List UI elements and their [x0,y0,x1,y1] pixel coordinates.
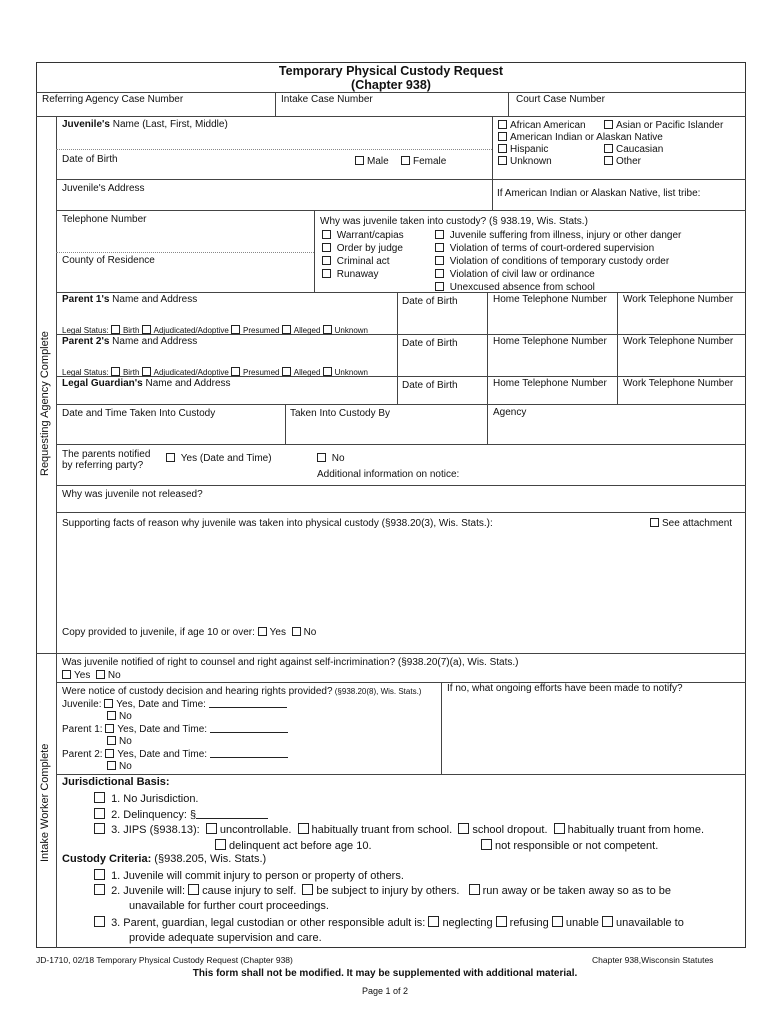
jips-delinquent10[interactable]: delinquent act before age 10. [215,839,372,852]
checkbox-icon[interactable] [258,627,267,636]
side-column-line [56,653,57,948]
checkbox-icon[interactable] [206,823,217,834]
reason-runaway[interactable]: Runaway [322,269,378,280]
parent1-label: Parent 1's Name and Address [62,294,198,305]
reason-warrant[interactable]: Warrant/capias [322,230,404,241]
not-released-label: Why was juvenile not released? [62,489,203,500]
criteria-item-3-cont: provide adequate supervision and care. [129,932,322,944]
criteria-heading: Custody Criteria: (§938.205, Wis. Stats.) [62,853,267,865]
parent1-notice-no[interactable]: No [107,736,132,747]
checkbox-icon[interactable] [282,367,291,376]
requesting-agency-label: Requesting Agency Complete [39,331,51,476]
divider [56,376,746,377]
checkbox-icon[interactable] [323,367,332,376]
statutes-label: Chapter 938,Wisconsin Statutes [592,955,714,965]
divider [36,92,746,93]
notice-question: Were notice of custody decision and hearing rights provided? (§938.20(8), Wis. Stats.) [62,686,422,697]
checkbox-icon [322,230,331,239]
supporting-facts-label: Supporting facts of reason why juvenile was taken into physical custody (§938.20(3), Wis. Stats.): [62,518,493,529]
checkbox-icon[interactable] [105,724,114,733]
if-no-label: If no, what ongoing efforts have been made to notify? [447,683,683,694]
jips-not-responsible[interactable]: not responsible or not competent. [481,839,658,852]
notified-yes-checkbox[interactable]: Yes (Date and Time) [166,453,272,464]
race-other[interactable]: Other [604,156,641,167]
checkbox-icon[interactable] [302,884,313,895]
county-label: County of Residence [62,255,155,266]
legal-status-row: Legal Status: Birth Adjudicated/Adoptive Presumed Alleged Unknown [62,368,369,377]
checkbox-icon[interactable] [292,627,301,636]
checkbox-icon [435,269,444,278]
reason-temp-order[interactable]: Violation of conditions of temporary custody order [435,256,669,267]
divider [397,292,398,404]
guardian-label: Legal Guardian's Name and Address [62,378,231,389]
custody-date-label: Date and Time Taken Into Custody [62,408,216,419]
modification-notice: This form shall not be modified. It may be supplemented with additional material. [192,968,578,979]
female-checkbox[interactable]: Female [401,156,446,167]
checkbox-icon [435,282,444,291]
divider [275,92,276,116]
race-hispanic[interactable]: Hispanic [498,144,548,155]
checkbox-icon [435,243,444,252]
divider [56,334,746,335]
divider [56,512,746,513]
date-time-field[interactable] [210,749,288,758]
divider [56,485,746,486]
criteria-item-3: 3. Parent, guardian, legal custodian or other responsible adult is: neglecting refusing unable unavailable to [94,916,684,929]
checkbox-icon[interactable] [94,884,105,895]
divider [56,444,746,445]
legal-status-row: Legal Status: Birth Adjudicated/Adoptive Presumed Alleged Unknown [62,326,369,335]
checkbox-icon [498,144,507,153]
divider [56,292,746,293]
juvenile-name-label: Juvenile's Name (Last, First, Middle) [62,119,228,130]
criteria-item-1[interactable]: 1. Juvenile will commit injury to person or property of others. [94,869,404,882]
side-column-line [56,116,57,653]
reason-supervision[interactable]: Violation of terms of court-ordered supervision [435,243,654,254]
divider [617,292,618,404]
divider [56,404,746,405]
checkbox-icon[interactable] [496,916,507,927]
criteria-item-2: 2. Juvenile will: cause injury to self. be subject to injury by others. run away or be taken away so as to be [94,884,671,897]
parent2-notice-row: Parent 2: Yes, Date and Time: [62,749,288,760]
checkbox-icon[interactable] [554,823,565,834]
checkbox-icon [166,453,175,462]
checkbox-icon [604,144,613,153]
checkbox-icon[interactable] [298,823,309,834]
divider [285,404,286,444]
work-phone-label: Work Telephone Number [623,336,734,347]
parent2-label: Parent 2's Name and Address [62,336,198,347]
checkbox-icon[interactable] [94,823,105,834]
form-title: Temporary Physical Custody Request [278,64,504,78]
why-taken-question: Why was juvenile taken into custody? (§ 938.19, Wis. Stats.) [320,216,588,227]
checkbox-icon[interactable] [428,916,439,927]
criteria-item-2-cont: unavailable for further court proceedings. [129,900,329,912]
intake-case-label: Intake Case Number [281,94,373,105]
checkbox-icon[interactable] [104,699,113,708]
counsel-question: Was juvenile notified of right to counsel and right against self-incrimination? (§938.20(7)(a), Wis. Stats.) [62,657,519,668]
parent1-notice-row: Parent 1: Yes, Date and Time: [62,724,288,735]
checkbox-icon [498,120,507,129]
tribe-label: If American Indian or Alaskan Native, list tribe: [497,188,701,199]
checkbox-icon [322,243,331,252]
checkbox-icon[interactable] [96,670,105,679]
date-time-field[interactable] [210,724,288,733]
reason-criminal[interactable]: Criminal act [322,256,390,267]
race-american-indian[interactable]: American Indian or Alaskan Native [498,132,663,143]
checkbox-icon [401,156,410,165]
divider [441,682,442,774]
divider [487,404,488,444]
dob-label: Date of Birth [402,380,458,391]
checkbox-icon [94,792,105,803]
form-subtitle: (Chapter 938) [351,78,431,92]
divider [56,179,746,180]
checkbox-icon[interactable] [469,884,480,895]
checkbox-icon[interactable] [231,367,240,376]
checkbox-icon [107,711,116,720]
telephone-label: Telephone Number [62,214,147,225]
juvenile-address-label: Juvenile's Address [62,183,145,194]
checkbox-icon [94,869,105,880]
additional-info-label: Additional information on notice: [317,469,460,480]
notified-no-checkbox[interactable]: No [317,453,345,464]
juvenile-notice-row: Juvenile: Yes, Date and Time: [62,699,287,710]
divider [56,210,746,211]
jurisdiction-item-2[interactable]: 2. Delinquency: § [94,808,268,821]
dob-label: Date of Birth [402,296,458,307]
divider [36,653,746,654]
divider [56,149,492,150]
checkbox-icon [107,761,116,770]
parent2-notice-no[interactable]: No [107,761,132,772]
divider [492,116,493,210]
reason-illness[interactable]: Juvenile suffering from illness, injury or other danger [435,230,681,241]
divider [487,292,488,404]
checkbox-icon[interactable] [231,325,240,334]
checkbox-icon[interactable] [111,325,120,334]
dob-label: Date of Birth [62,154,118,165]
work-phone-label: Work Telephone Number [623,294,734,305]
divider [508,92,509,116]
checkbox-icon[interactable] [111,367,120,376]
checkbox-icon [322,269,331,278]
parents-notified-label: The parents notified by referring party? [62,449,151,471]
checkbox-icon [355,156,364,165]
checkbox-icon [498,132,507,141]
home-phone-label: Home Telephone Number [493,336,607,347]
copy-provided-label: Copy provided to juvenile, if age 10 or over: Yes No [62,627,317,638]
reason-absence[interactable]: Unexcused absence from school [435,282,595,293]
checkbox-icon[interactable] [142,325,151,334]
reason-order[interactable]: Order by judge [322,243,403,254]
see-attachment-checkbox[interactable]: See attachment [650,518,732,529]
checkbox-icon [322,256,331,265]
checkbox-icon [435,256,444,265]
checkbox-icon[interactable] [62,670,71,679]
jurisdiction-item-1[interactable]: 1. No Jurisdiction. [94,792,199,805]
checkbox-icon [498,156,507,165]
divider [56,252,314,253]
divider [56,774,746,775]
race-unknown[interactable]: Unknown [498,156,552,167]
male-checkbox[interactable]: Male [355,156,389,167]
dob-label: Date of Birth [402,338,458,349]
checkbox-icon[interactable] [323,325,332,334]
checkbox-icon[interactable] [602,916,613,927]
checkbox-icon[interactable] [552,916,563,927]
home-phone-label: Home Telephone Number [493,378,607,389]
checkbox-icon[interactable] [142,367,151,376]
checkbox-icon [604,156,613,165]
intake-worker-label: Intake Worker Complete [39,743,51,862]
date-time-field[interactable] [209,699,287,708]
statute-field[interactable] [196,810,268,819]
checkbox-icon [435,230,444,239]
checkbox-icon [481,839,492,850]
counsel-answer: Yes No [62,670,121,681]
checkbox-icon [650,518,659,527]
checkbox-icon [317,453,326,462]
page-number: Page 1 of 2 [361,986,409,996]
jurisdiction-heading: Jurisdictional Basis: [62,776,170,788]
divider [314,210,315,292]
checkbox-icon [94,808,105,819]
agency-label: Agency [493,407,527,418]
reason-civil-law[interactable]: Violation of civil law or ordinance [435,269,595,280]
home-phone-label: Home Telephone Number [493,294,607,305]
checkbox-icon[interactable] [188,884,199,895]
referring-case-label: Referring Agency Case Number [42,94,184,105]
race-african-american[interactable]: African American [498,120,586,131]
checkbox-icon[interactable] [458,823,469,834]
jurisdiction-item-3: 3. JIPS (§938.13): uncontrollable. habitually truant from school. school dropout. habitually truant from home. [94,823,704,836]
checkbox-icon[interactable] [94,916,105,927]
checkbox-icon[interactable] [282,325,291,334]
work-phone-label: Work Telephone Number [623,378,734,389]
juvenile-notice-no[interactable]: No [107,711,132,722]
race-caucasian[interactable]: Caucasian [604,144,663,155]
form-id: JD-1710, 02/18 Temporary Physical Custody Request (Chapter 938) [36,955,293,965]
checkbox-icon [107,736,116,745]
race-asian[interactable]: Asian or Pacific Islander [604,120,723,131]
taken-by-label: Taken Into Custody By [290,408,391,419]
checkbox-icon [215,839,226,850]
court-case-label: Court Case Number [516,94,605,105]
checkbox-icon [604,120,613,129]
checkbox-icon[interactable] [105,749,114,758]
divider [36,116,746,117]
